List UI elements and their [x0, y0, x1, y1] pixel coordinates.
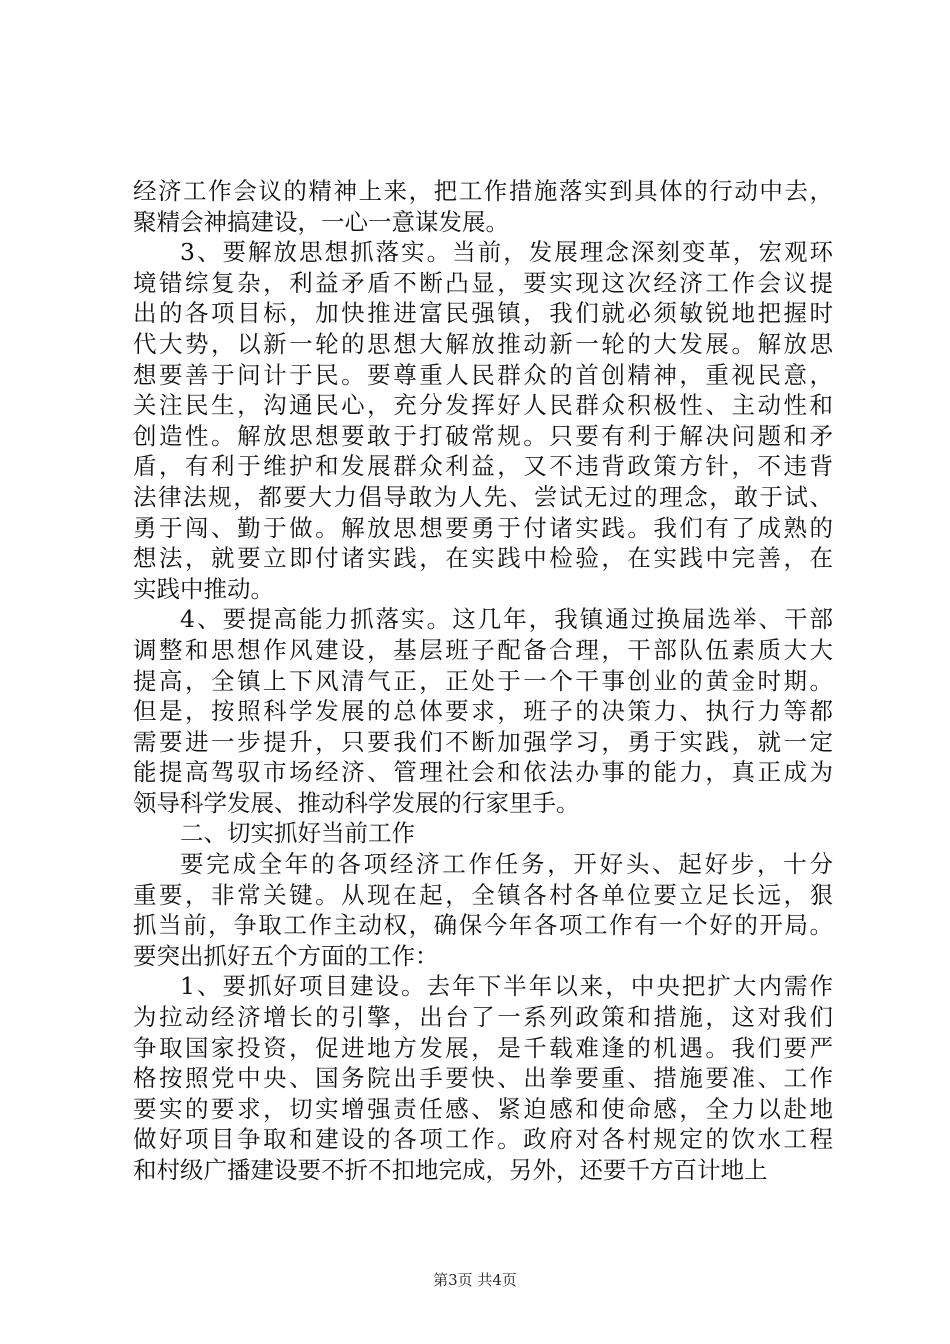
text-line: 但是，按照科学发展的总体要求，班子的决策力、执行力等都	[133, 697, 833, 726]
text-line: 调整和思想作风建设，基层班子配备合理，干部队伍素质大大	[133, 635, 833, 664]
text-line: 4、要提高能力抓落实。这几年，我镇通过换届选举、干部	[180, 605, 833, 634]
text-line: 勇于闯、勤于做。解放思想要勇于付诸实践。我们有了成熟的	[133, 513, 833, 542]
text-line: 法律法规，都要大力倡导敢为人先、尝试无过的理念，敢于试、	[133, 482, 833, 511]
text-line: 经济工作会议的精神上来，把工作措施落实到具体的行动中去，	[133, 177, 833, 205]
text-line: 1、要抓好项目建设。去年下半年以来，中央把扩大内需作	[180, 972, 833, 1001]
text-line: 提高，全镇上下风清气正，正处于一个干事创业的黄金时期。	[133, 666, 833, 695]
text-line: 要突出抓好五个方面的工作：	[133, 941, 439, 970]
text-line: 领导科学发展、推动科学发展的行家里手。	[133, 788, 580, 817]
document-body	[133, 176, 833, 1186]
text-line: 要实的要求，切实增强责任感、紧迫感和使命感，全力以赴地	[133, 1094, 833, 1123]
text-line: 代大势，以新一轮的思想大解放推动新一轮的大发展。解放思	[133, 329, 833, 358]
text-line: 能提高驾驭市场经济、管理社会和依法办事的能力，真正成为	[133, 758, 833, 787]
text-line: 想要善于问计于民。要尊重人民群众的首创精神，重视民意，	[133, 360, 833, 389]
text-line: 关注民生，沟通民心，充分发挥好人民群众积极性、主动性和	[133, 391, 833, 420]
text-line: 重要，非常关键。从现在起，全镇各村各单位要立足长远，狠	[133, 880, 833, 909]
text-line: 格按照党中央、国务院出手要快、出拳要重、措施要准、工作	[133, 1064, 833, 1093]
text-line: 出的各项目标，加快推进富民强镇，我们就必须敏锐地把握时	[133, 299, 833, 328]
text-line: 抓当前，争取工作主动权，确保今年各项工作有一个好的开局。	[133, 911, 833, 940]
text-line: 需要进一步提升，只要我们不断加强学习，勇于实践，就一定	[133, 727, 833, 756]
page-footer: 第3页 共4页	[433, 1271, 517, 1289]
text-line: 创造性。解放思想要敢于打破常规。只要有利于解决问题和矛	[133, 421, 833, 450]
text-line: 盾，有利于维护和发展群众利益，又不违背政策方针，不违背	[133, 452, 833, 481]
text-line: 要完成全年的各项经济工作任务，开好头、起好步，十分	[180, 850, 833, 879]
text-line: 和村级广播建设要不折不扣地完成，另外，还要千方百计地上	[133, 1156, 768, 1184]
text-line: 二、切实抓好当前工作	[180, 819, 415, 848]
text-line: 3、要解放思想抓落实。当前，发展理念深刻变革，宏观环	[180, 238, 833, 267]
text-line: 想法，就要立即付诸实践，在实践中检验，在实践中完善，在	[133, 544, 833, 573]
text-line: 境错综复杂，利益矛盾不断凸显，要实现这次经济工作会议提	[133, 268, 833, 297]
text-line: 做好项目争取和建设的各项工作。政府对各村规定的饮水工程	[133, 1125, 833, 1154]
text-line: 聚精会神搞建设，一心一意谋发展。	[133, 207, 509, 236]
text-line: 为拉动经济增长的引擎，出台了一系列政策和措施，这对我们	[133, 1003, 833, 1032]
text-line: 争取国家投资，促进地方发展，是千载难逢的机遇。我们要严	[133, 1033, 833, 1062]
text-line: 实践中推动。	[133, 574, 274, 603]
